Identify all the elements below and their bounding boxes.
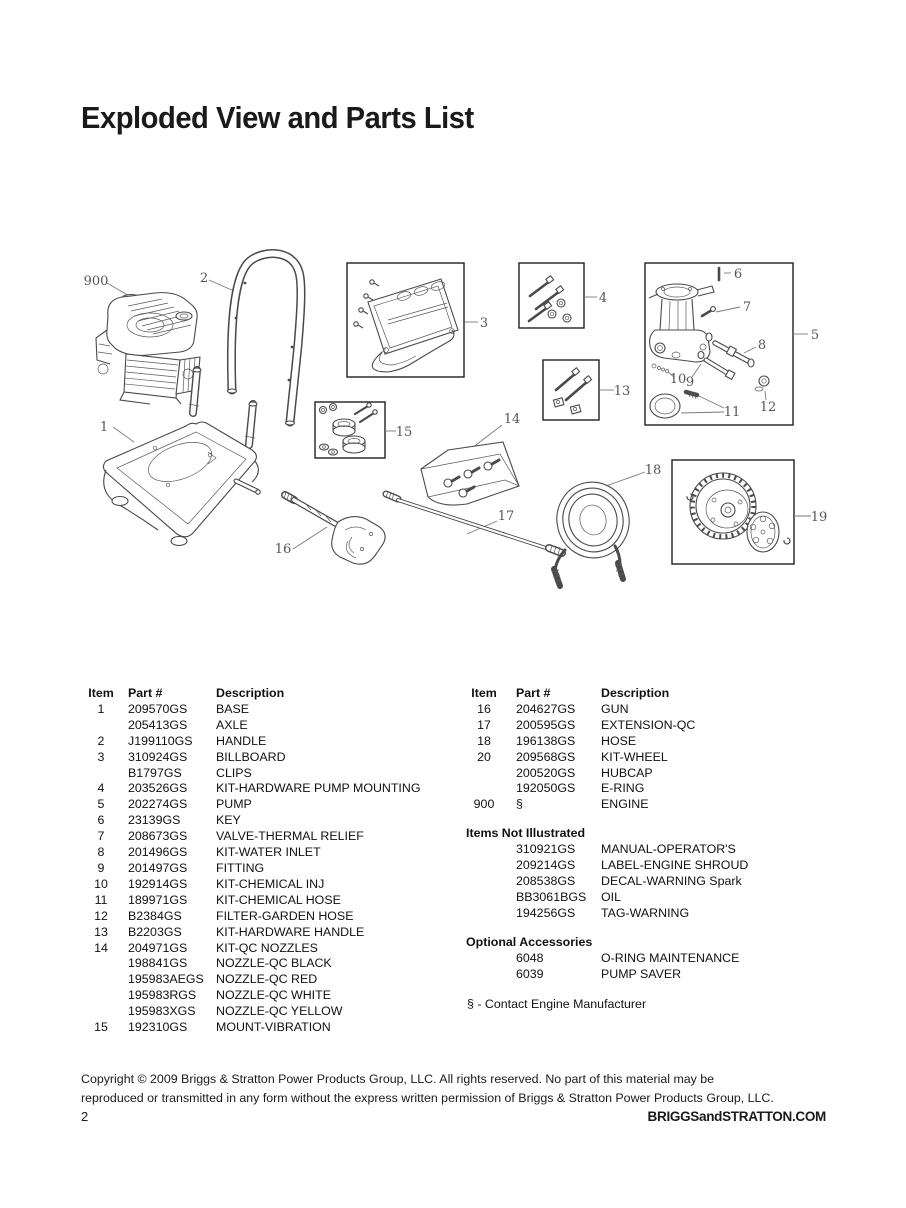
cell-item: 7 xyxy=(97,829,105,844)
cell-item xyxy=(84,956,118,972)
table-row xyxy=(462,702,830,718)
cell-part: 204627GS xyxy=(516,701,576,716)
cell-item: 4 xyxy=(97,781,105,796)
cell-desc: VALVE-THERMAL RELIEF xyxy=(216,829,364,844)
cell-item: 16 xyxy=(477,701,491,716)
table-header xyxy=(462,686,830,702)
parts-table-right xyxy=(462,686,830,1013)
cell-part: 196138GS xyxy=(516,733,576,748)
cell-part: 205413GS xyxy=(128,717,188,732)
table-row xyxy=(462,874,830,890)
cell-desc: BILLBOARD xyxy=(216,749,286,764)
cell-item xyxy=(462,766,506,782)
cell-item xyxy=(462,967,506,983)
cell-part: 202274GS xyxy=(128,797,188,812)
table-row xyxy=(462,766,830,782)
cell-desc: ENGINE xyxy=(601,797,649,812)
table-row xyxy=(462,750,830,766)
table-row xyxy=(84,1020,456,1036)
cell-desc: MOUNT-VIBRATION xyxy=(216,1020,331,1035)
page-title: Exploded View and Parts List xyxy=(81,100,474,135)
cell-desc: TAG-WARNING xyxy=(601,905,690,920)
table-row xyxy=(84,797,456,813)
table-row xyxy=(84,845,456,861)
cell-desc: NOZZLE-QC BLACK xyxy=(216,956,332,971)
callout-12: 12 xyxy=(759,400,777,415)
table-row xyxy=(84,909,456,925)
cell-part: 200520GS xyxy=(516,765,576,780)
cell-part: 204971GS xyxy=(128,940,188,955)
cell-desc: DECAL-WARNING Spark xyxy=(601,873,742,888)
table-row xyxy=(462,797,830,813)
cell-desc: KIT-HARDWARE HANDLE xyxy=(216,924,365,939)
section-not-illustrated: Items Not Illustrated xyxy=(466,826,586,841)
cell-part: B2384GS xyxy=(128,908,182,923)
cell-item xyxy=(84,766,118,782)
cell-desc: KIT-QC NOZZLES xyxy=(216,940,318,955)
cell-item: 15 xyxy=(94,1020,108,1035)
cell-desc: GUN xyxy=(601,701,629,716)
cell-desc: KIT-WATER INLET xyxy=(216,845,321,860)
table-row xyxy=(84,956,456,972)
engine-art xyxy=(96,283,200,404)
table-row xyxy=(84,893,456,909)
cell-item xyxy=(462,951,506,967)
website-url: BRIGGSandSTRATTON.COM xyxy=(647,1109,826,1124)
cell-part: 195983XGS xyxy=(128,1004,196,1019)
cell-desc: NOZZLE-QC YELLOW xyxy=(216,1004,343,1019)
table-row xyxy=(462,718,830,734)
cell-part: 198841GS xyxy=(128,956,188,971)
cell-part: 203526GS xyxy=(128,781,188,796)
callout-4: 4 xyxy=(598,291,608,306)
cell-part: 6039 xyxy=(516,966,544,981)
callout-10: 10 xyxy=(669,372,687,387)
table-row xyxy=(462,858,830,874)
cell-item: 900 xyxy=(473,797,495,812)
table-row xyxy=(84,781,456,797)
base-art xyxy=(103,368,260,546)
cell-desc: NOZZLE-QC WHITE xyxy=(216,988,331,1003)
cell-part: 194256GS xyxy=(516,905,576,920)
pump-hardware-art xyxy=(519,263,597,328)
cell-part: 192310GS xyxy=(128,1020,188,1035)
cell-item: 9 xyxy=(97,860,105,875)
table-row xyxy=(84,861,456,877)
cell-item xyxy=(84,972,118,988)
wheel-kit-art xyxy=(672,460,811,564)
table-row xyxy=(84,734,456,750)
callout-13: 13 xyxy=(613,384,631,399)
callout-2: 2 xyxy=(199,271,209,286)
table-row xyxy=(462,781,830,797)
table-row xyxy=(462,890,830,906)
callout-19: 19 xyxy=(810,510,828,525)
table-row xyxy=(84,829,456,845)
callout-18: 18 xyxy=(644,463,662,478)
table-row xyxy=(84,702,456,718)
cell-desc: O-RING MAINTENANCE xyxy=(601,950,740,965)
section-optional-accessories: Optional Accessories xyxy=(466,934,593,949)
callout-11: 11 xyxy=(723,405,741,420)
cell-item xyxy=(84,1004,118,1020)
cell-item: 17 xyxy=(477,717,491,732)
header-desc: Description xyxy=(601,686,670,700)
table-row xyxy=(84,1004,456,1020)
cell-desc: BASE xyxy=(216,701,250,716)
cell-item xyxy=(462,842,506,858)
cell-desc: KIT-WHEEL xyxy=(601,749,668,764)
cell-part: 192050GS xyxy=(516,781,576,796)
cell-item xyxy=(84,988,118,1004)
cell-item xyxy=(462,890,506,906)
cell-item: 18 xyxy=(477,733,491,748)
cell-part: 189971GS xyxy=(128,892,188,907)
cell-part: J199110GS xyxy=(128,733,193,748)
cell-part: 195983RGS xyxy=(128,988,197,1003)
cell-desc: LABEL-ENGINE SHROUD xyxy=(601,858,749,873)
cell-item: 14 xyxy=(94,940,108,955)
table-header xyxy=(84,686,456,702)
table-row xyxy=(84,972,456,988)
cell-item: 5 xyxy=(97,797,105,812)
cell-desc: MANUAL-OPERATOR'S xyxy=(601,842,736,857)
cell-desc: AXLE xyxy=(216,717,248,732)
cell-desc: E-RING xyxy=(601,781,645,796)
cell-item xyxy=(462,906,506,922)
table-row xyxy=(462,967,830,983)
cell-part: 209214GS xyxy=(516,858,576,873)
cell-part: BB3061BGS xyxy=(516,889,587,904)
cell-item: 11 xyxy=(94,892,108,907)
cell-desc: HUBCAP xyxy=(601,765,653,780)
header-item: Item xyxy=(471,686,497,700)
handle-art xyxy=(209,254,301,425)
callout-17: 17 xyxy=(497,509,515,524)
vibration-mount-art xyxy=(315,402,396,458)
table-row xyxy=(462,842,830,858)
cell-item: 20 xyxy=(477,749,491,764)
callout-900: 900 xyxy=(83,274,109,289)
copyright-line2: reproduced or transmitted in any form without the express written permission of Briggs & Stratton Power Products Group, LLC. xyxy=(81,1091,774,1105)
gun-art xyxy=(284,492,385,564)
header-item: Item xyxy=(88,686,114,700)
cell-desc: KEY xyxy=(216,813,241,828)
table-row xyxy=(84,925,456,941)
header-desc: Description xyxy=(216,686,285,700)
table-row xyxy=(84,988,456,1004)
callout-14: 14 xyxy=(503,412,521,427)
copyright-line1: Copyright © 2009 Briggs & Stratton Power Products Group, LLC. All rights reserved. No part of this material may be xyxy=(81,1072,715,1086)
hose-art xyxy=(549,472,645,586)
parts-table-left xyxy=(84,686,456,1036)
pump-art xyxy=(645,263,808,425)
cell-part: 23139GS xyxy=(128,813,181,828)
cell-item xyxy=(462,874,506,890)
cell-part: § xyxy=(516,797,523,812)
callout-7: 7 xyxy=(742,300,752,315)
cell-item: 13 xyxy=(94,924,108,939)
cell-part: 201496GS xyxy=(128,845,188,860)
header-part: Part # xyxy=(516,686,551,700)
cell-item xyxy=(84,718,118,734)
cell-desc: KIT-CHEMICAL INJ xyxy=(216,876,325,891)
table-row xyxy=(84,813,456,829)
cell-item xyxy=(462,858,506,874)
callout-16: 16 xyxy=(274,542,292,557)
cell-part: 200595GS xyxy=(516,717,576,732)
table-row xyxy=(84,718,456,734)
table-row xyxy=(84,941,456,957)
cell-part: 208538GS xyxy=(516,873,576,888)
cell-desc: FITTING xyxy=(216,860,265,875)
table-row xyxy=(84,877,456,893)
table-row xyxy=(84,750,456,766)
table-row xyxy=(462,906,830,922)
callout-15: 15 xyxy=(395,425,413,440)
cell-item: 1 xyxy=(97,701,105,716)
handle-hardware-art xyxy=(543,360,614,420)
cell-part: 208673GS xyxy=(128,829,188,844)
cell-desc: HOSE xyxy=(601,733,637,748)
nozzle-kit-art xyxy=(421,425,519,505)
page-number: 2 xyxy=(81,1109,89,1124)
cell-desc: NOZZLE-QC RED xyxy=(216,972,318,987)
callout-5: 5 xyxy=(810,328,820,343)
cell-desc: HANDLE xyxy=(216,733,267,748)
billboard-art xyxy=(347,263,478,377)
cell-part: B2203GS xyxy=(128,924,182,939)
cell-desc: OIL xyxy=(601,889,621,904)
cell-desc: PUMP SAVER xyxy=(601,966,682,981)
cell-desc: CLIPS xyxy=(216,765,252,780)
cell-item: 2 xyxy=(97,733,105,748)
callout-6: 6 xyxy=(733,267,743,282)
callout-3: 3 xyxy=(479,316,489,331)
cell-part: 209570GS xyxy=(128,701,188,716)
cell-item: 10 xyxy=(94,876,108,891)
table-row xyxy=(462,734,830,750)
callout-1: 1 xyxy=(99,420,109,435)
cell-item: 12 xyxy=(94,908,108,923)
cell-part: 310921GS xyxy=(516,842,576,857)
cell-part: 6048 xyxy=(516,950,544,965)
cell-part: B1797GS xyxy=(128,765,182,780)
cell-item: 6 xyxy=(97,813,105,828)
cell-item: 8 xyxy=(97,845,105,860)
table-row xyxy=(462,951,830,967)
cell-desc: KIT-HARDWARE PUMP MOUNTING xyxy=(216,781,421,796)
cell-desc: KIT-CHEMICAL HOSE xyxy=(216,892,341,907)
cell-item: 3 xyxy=(97,749,105,764)
cell-part: 201497GS xyxy=(128,860,188,875)
header-part: Part # xyxy=(128,686,163,700)
cell-desc: PUMP xyxy=(216,797,252,812)
callout-8: 8 xyxy=(757,338,767,353)
cell-desc: EXTENSION-QC xyxy=(601,717,696,732)
cell-part: 209568GS xyxy=(516,749,576,764)
callout-9: 9 xyxy=(685,375,695,390)
cell-part: 195983AEGS xyxy=(128,972,204,987)
engine-footnote: § - Contact Engine Manufacturer xyxy=(467,997,647,1012)
copyright-text xyxy=(81,1070,829,1108)
table-row xyxy=(84,766,456,782)
cell-part: 310924GS xyxy=(128,749,188,764)
cell-desc: FILTER-GARDEN HOSE xyxy=(216,908,354,923)
cell-part: 192914GS xyxy=(128,876,188,891)
cell-item xyxy=(462,781,506,797)
